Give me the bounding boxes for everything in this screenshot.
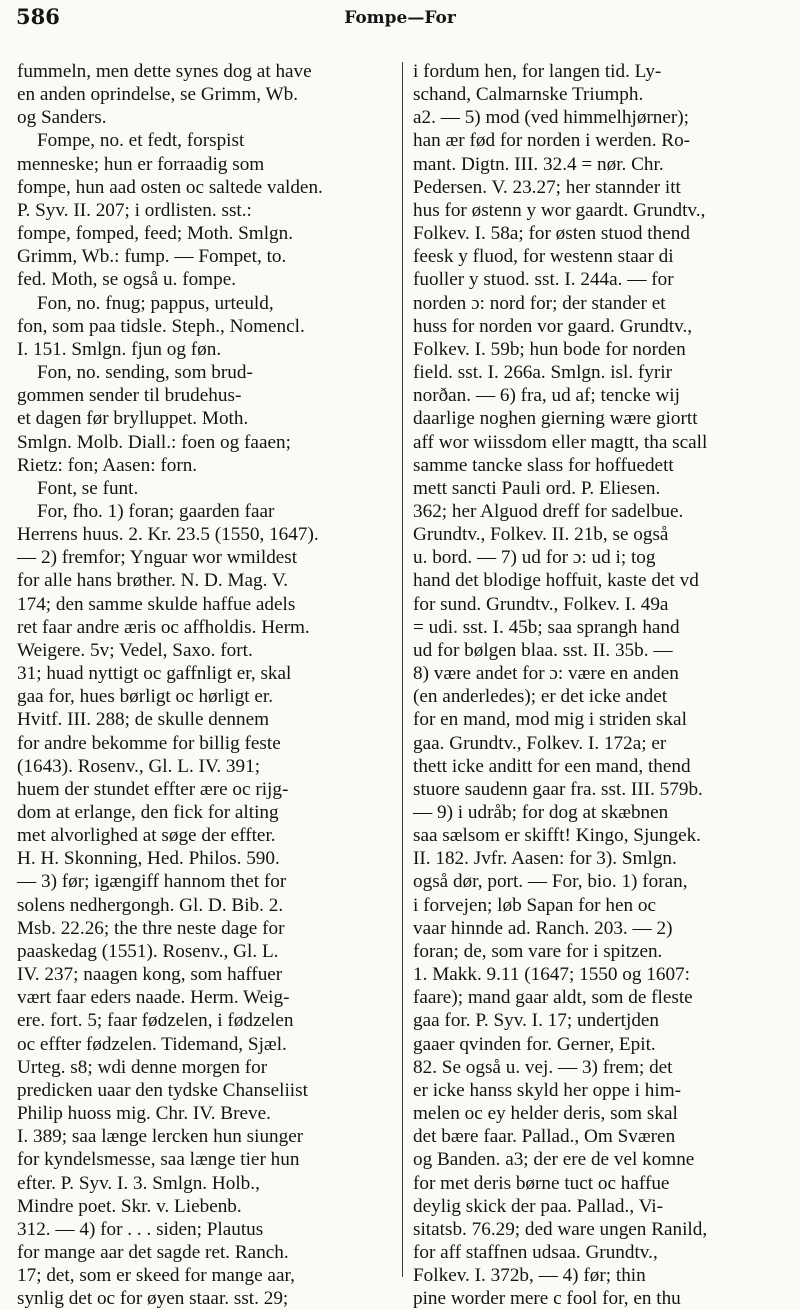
text-line: fummeln, men dette synes dog at have [17,61,312,82]
text-line: fompe, hun aad osten oc saltede valden. [17,176,323,198]
text-line: Folkev. I. 372b, — 4) før; thin [413,1265,646,1287]
text-line: også dør, port. — For, bio. 1) foran, [413,871,688,893]
text-line: Fon, no. fnug; pappus, urteuld, [37,292,274,314]
text-line: saa sælsom er skifft! Kingo, Sjungek. [413,825,701,847]
text-line: pine worder mere c fool for, en thu [413,1288,681,1310]
text-line: og Sanders. [17,107,107,129]
text-line: 362; her Alguod dreff for sadelbue. [413,500,684,522]
text-line: Urteg. s8; wdi denne morgen for [17,1056,268,1078]
text-line: aff wor wiissdom eller magtt, tha scall [413,431,708,453]
right-column [413,60,790,1310]
text-line: 82. Se også u. vej. — 3) frem; det [413,1056,673,1078]
text-line: gaaer qvinden for. Gerner, Epit. [413,1033,656,1055]
text-line: er icke hanss skyld her oppe i him- [413,1079,682,1101]
text-line: for en mand, mod mig i striden skal [413,709,687,731]
text-line: met alvorlighed at søge der effter. [17,825,276,847]
text-line: Fon, no. sending, som brud- [37,362,253,384]
text-line: 1. Makk. 9.11 (1647; 1550 og 1607: [413,964,690,986]
text-line: gommen sender til brudehus- [17,385,242,407]
text-line: For, fho. 1) foran; gaarden faar [37,500,275,522]
text-line: 174; den samme skulde haffue adels [17,593,296,615]
text-line: oc effter fødzelen. Tidemand, Sjæl. [17,1033,287,1055]
text-line: samme tancke slass for hoffuedett [413,454,674,476]
text-line: ret faar andre æris oc affholdis. Herm. [17,616,310,638]
text-line: efter. P. Syv. I. 3. Smlgn. Holb., [17,1172,260,1194]
text-line: 312. — 4) for . . . siden; Plautus [17,1218,264,1240]
text-line: hand det blodige hoffuit, kaste det vd [413,570,699,592]
text-line: paaskedag (1551). Rosenv., Gl. L. [17,940,279,962]
text-line: — 9) i udråb; for dog at skæbnen [413,802,669,823]
text-line: IV. 237; naagen kong, som haffuer [17,964,283,986]
text-line: melen oc ey helder deris, som skal [413,1103,678,1125]
text-line: for kyndelsmesse, saa længe tier hun [17,1149,300,1171]
text-line: foran; de, som vare for i spitzen. [413,940,663,962]
text-line: i forvejen; løb Sapan for hen oc [413,894,656,916]
text-line: Grundtv., Folkev. II. 21b, se også [413,524,669,546]
text-line: for aff staffnen udsaa. Grundtv., [413,1241,658,1263]
text-line: sitatsb. 76.29; ded ware ungen Ranild, [413,1218,708,1240]
text-line: deylig skick der paa. Pallad., Vi- [413,1195,663,1217]
text-line: for sund. Grundtv., Folkev. I. 49a [413,593,669,615]
text-line: fuoller y stuod. sst. I. 244a. — for [413,269,674,291]
text-line: stuore saudenn gaar fra. sst. III. 579b. [413,778,703,800]
text-line: for andre bekomme for billig feste [17,732,281,754]
text-line: for met deris børne tuct oc haffue [413,1172,670,1194]
text-line: feesk y fluod, for westenn staar di [413,246,674,268]
text-line: field. sst. I. 266a. Smlgn. isl. fyrir [413,362,673,384]
text-line: gaa for, hues børligt oc hørligt er. [17,686,274,708]
text-line: menneske; hun er forraadig som [17,153,265,175]
text-line: II. 182. Jvfr. Aasen: for 3). Smlgn. [413,848,677,870]
text-line: fed. Moth, se også u. fompe. [17,269,237,291]
text-line: a2. — 5) mod (ved himmelhjørner); [413,107,690,129]
text-line: og Banden. a3; der ere de vel komne [413,1149,695,1171]
text-line: ud for bølgen blaa. sst. II. 35b. — [413,639,673,661]
text-line: Philip huoss mig. Chr. IV. Breve. [17,1103,271,1125]
text-line: norðan. — 6) fra, ud af; tencke wij [413,385,680,407]
text-line: fon, som paa tidsle. Steph., Nomencl. [17,315,305,337]
text-line: P. Syv. II. 207; i ordlisten. sst.: [17,199,252,221]
text-line: norden ɔ: nord for; der stander et [413,292,666,314]
text-line: hus for østenn y wor gaardt. Grundtv., [413,199,706,221]
text-line: Msb. 22.26; the thre neste dage for [17,917,285,939]
text-line: (1643). Rosenv., Gl. L. IV. 391; [17,755,261,777]
left-column [17,60,394,1310]
text-line: predicken uaar den tydske Chanseliist [17,1079,308,1101]
text-line: thett icke anditt for een mand, thend [413,755,691,777]
text-line: Fompe, no. et fedt, forspist [37,130,245,152]
text-line: ere. fort. 5; faar fødzelen, i fødzelen [17,1010,294,1032]
text-line: = udi. sst. I. 45b; saa sprangh hand [413,616,680,638]
text-line: Grimm, Wb.: fump. — Fompet, to. [17,246,287,268]
text-line: u. bord. — 7) ud for ɔ: ud i; tog [413,547,656,569]
text-line: huem der stundet effter ære oc rijg- [17,778,289,800]
text-line: for mange aar det sagde ret. Ranch. [17,1241,289,1263]
text-line: Folkev. I. 58a; for østen stuod thend [413,223,690,245]
running-head: Fompe—For [344,8,456,28]
text-line: mant. Digtn. III. 32.4 = nør. Chr. [413,153,664,175]
text-line: gaa for. P. Syv. I. 17; undertjden [413,1010,660,1032]
text-line: Weigere. 5v; Vedel, Saxo. fort. [17,639,253,661]
text-line: Folkev. I. 59b; hun bode for norden [413,338,686,360]
column-divider [402,62,403,1277]
text-line: 17; det, som er skeed for mange aar, [17,1265,295,1287]
text-line: han ær fød for norden i werden. Ro- [413,130,691,152]
text-line: gaa. Grundtv., Folkev. I. 172a; er [413,732,667,754]
text-line: faare); mand gaar aldt, som de fleste [413,987,693,1009]
text-line: vaar hinnde ad. Ranch. 203. — 2) [413,917,673,939]
text-line: Rietz: fon; Aasen: forn. [17,454,198,476]
text-line: mett sancti Pauli ord. P. Eliesen. [413,477,661,499]
text-line: Mindre poet. Skr. v. Liebenb. [17,1195,242,1217]
text-line: I. 389; saa længe lercken hun siunger [17,1126,304,1148]
text-line: 31; huad nyttigt oc gaffnligt er, skal [17,663,292,685]
text-line: 8) være andet for ɔ: være en anden [413,663,679,685]
text-line: — 2) fremfor; Ynguar wor wmildest [17,547,298,569]
page-number: 586 [16,4,60,29]
text-line: solens nedhergongh. Gl. D. Bib. 2. [17,894,284,916]
text-line: det bære faar. Pallad., Om Sværen [413,1126,676,1148]
text-line: (en anderledes); er det icke andet [413,686,668,708]
text-line: Hvitf. III. 288; de skulle dennem [17,709,270,731]
text-line: en anden oprindelse, se Grimm, Wb. [17,84,298,106]
text-line: i fordum hen, for langen tid. Ly- [413,61,662,82]
text-line: — 3) før; igængiff hannom thet for [17,871,287,893]
text-line: daarlige noghen gierning wære giortt [413,408,698,430]
text-line: Pedersen. V. 23.27; her stannder itt [413,176,681,198]
text-line: I. 151. Smlgn. fjun og føn. [17,338,222,360]
text-line: synlig det oc for øyen staar. sst. 29; [17,1288,289,1310]
text-line: huss for norden vor gaard. Grundtv., [413,315,693,337]
text-line: Smlgn. Molb. Diall.: foen og faaen; [17,431,291,453]
text-line: H. H. Skonning, Hed. Philos. 590. [17,848,280,870]
page-header [0,4,800,34]
text-line: fompe, fomped, feed; Moth. Smlgn. [17,223,294,245]
text-line: schand, Calmarnske Triumph. [413,84,644,106]
text-line: Font, se funt. [37,477,139,499]
text-line: et dagen før brylluppet. Moth. [17,408,249,430]
text-line: vært faar eders naade. Herm. Weig- [17,987,290,1009]
text-line: Herrens huus. 2. Kr. 23.5 (1550, 1647). [17,524,319,546]
text-line: for alle hans brøther. N. D. Mag. V. [17,570,289,592]
text-line: dom at erlange, den fick for alting [17,802,279,823]
